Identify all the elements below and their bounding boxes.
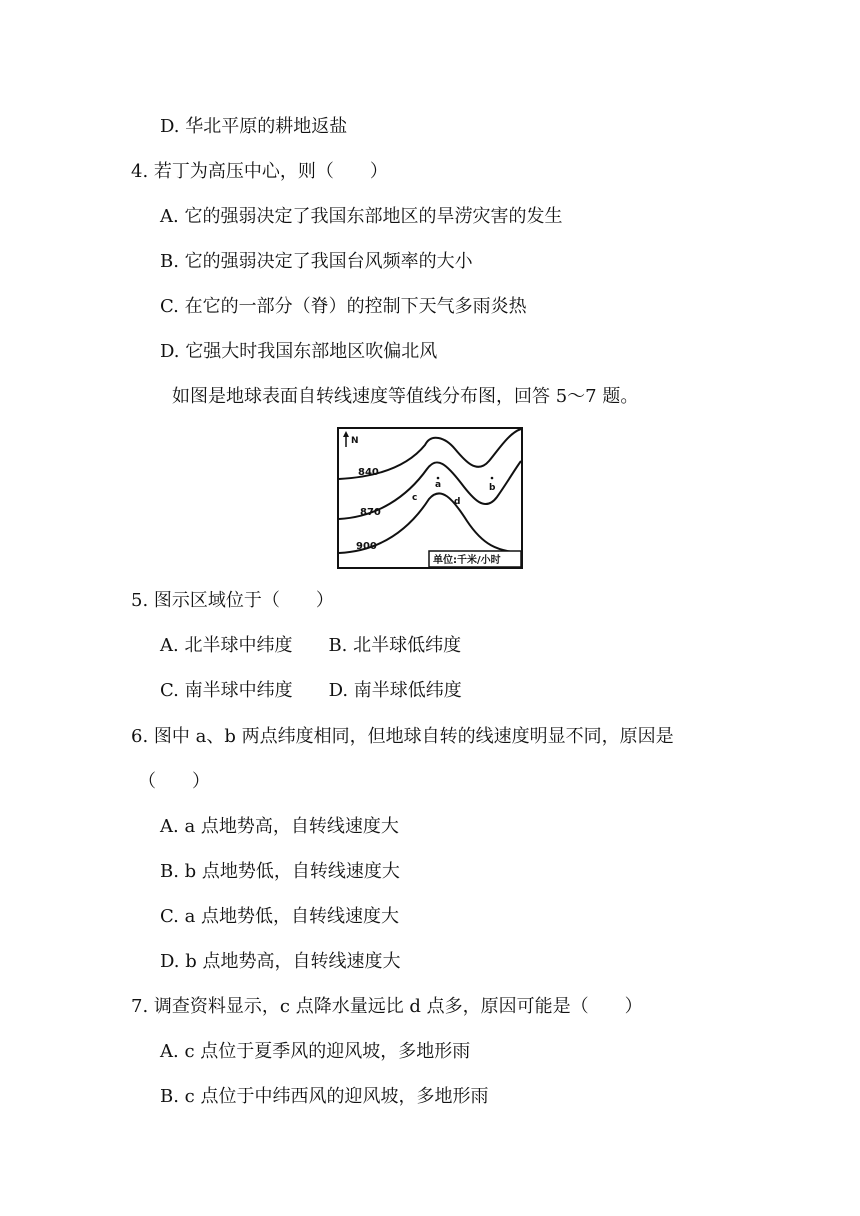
isoline-label-840: 840 (358, 467, 379, 478)
question-4-stem: 4. 若丁为高压中心，则（ ） (131, 161, 388, 182)
q4-option-a: A. 它的强弱决定了我国东部地区的旱涝灾害的发生 (160, 206, 563, 227)
question-5-stem: 5. 图示区域位于（ ） (131, 590, 334, 611)
point-c-label: c (412, 493, 418, 503)
point-a-marker (437, 477, 440, 480)
isoline-label-870: 870 (360, 507, 381, 518)
question-6-stem: 6. 图中 a、b 两点纬度相同，但地球自转的线速度明显不同，原因是 (131, 726, 674, 747)
q3-option-d: D. 华北平原的耕地返盐 (160, 116, 348, 137)
figure-intro: 如图是地球表面自转线速度等值线分布图，回答 5～7 题。 (172, 386, 639, 407)
unit-label: 单位:千米/小时 (433, 555, 501, 566)
q6-option-a: A. a 点地势高，自转线速度大 (160, 816, 399, 837)
q4-option-c: C. 在它的一部分（脊）的控制下天气多雨炎热 (160, 296, 527, 317)
q7-option-a: A. c 点位于夏季风的迎风坡，多地形雨 (160, 1041, 471, 1062)
q7-option-b: B. c 点位于中纬西风的迎风坡，多地形雨 (160, 1086, 489, 1107)
north-label: N (351, 436, 359, 446)
point-b-marker (491, 477, 494, 480)
q5-options-cd: C. 南半球中纬度 D. 南半球低纬度 (160, 680, 462, 701)
question-7-stem: 7. 调查资料显示，c 点降水量远比 d 点多，原因可能是（ ） (131, 996, 643, 1017)
isoline-label-900: 900 (356, 541, 377, 552)
q4-option-b: B. 它的强弱决定了我国台风频率的大小 (160, 251, 473, 272)
q5-options-ab: A. 北半球中纬度 B. 北半球低纬度 (160, 635, 462, 656)
point-b-label: b (489, 483, 496, 493)
q6-option-b: B. b 点地势低，自转线速度大 (160, 861, 400, 882)
point-a-label: a (435, 480, 442, 490)
point-d-label: d (454, 497, 461, 507)
question-6-parens: （ ） (138, 771, 210, 792)
q4-option-d: D. 它强大时我国东部地区吹偏北风 (160, 341, 438, 362)
isoline-figure (337, 427, 523, 569)
q6-option-d: D. b 点地势高，自转线速度大 (160, 951, 401, 972)
isoline-diagram (337, 427, 523, 569)
q6-option-c: C. a 点地势低，自转线速度大 (160, 906, 400, 927)
